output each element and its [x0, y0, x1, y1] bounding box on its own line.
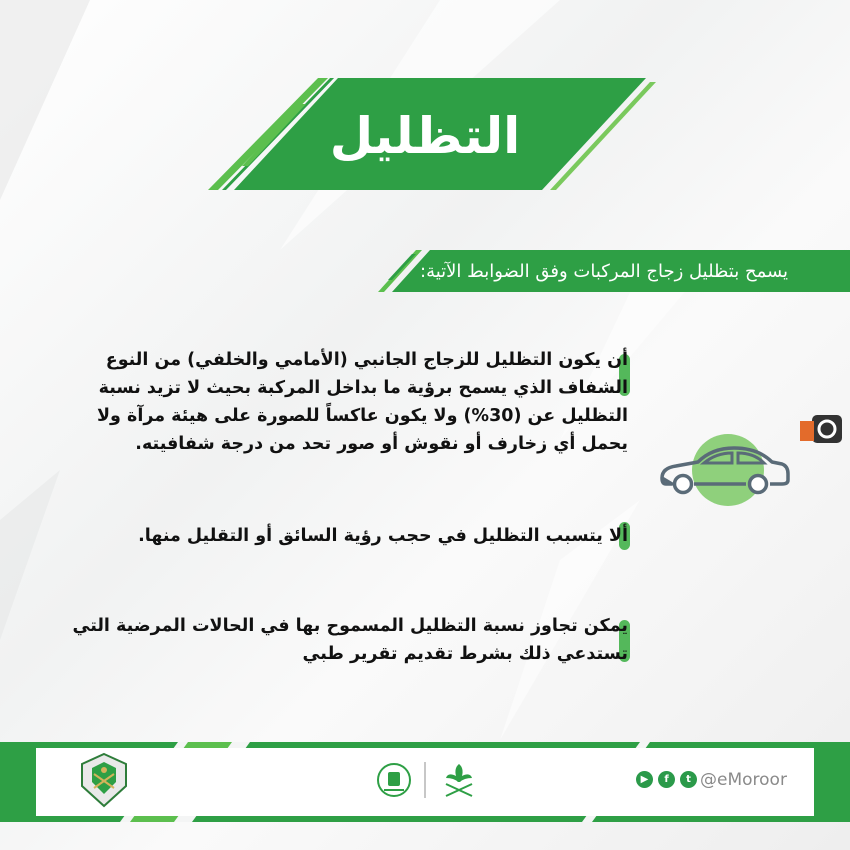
youtube-icon[interactable]: ▶	[636, 771, 653, 788]
item-line: تستدعي ذلك بشرط تقديم تقرير طبي	[302, 644, 628, 664]
list-item	[138, 522, 628, 550]
subtitle: يسمح بتظليل زجاج المركبات وفق الضوابط الآتية:	[420, 260, 789, 282]
item-line: يحمل أي زخارف أو نقوش أو صور تحد من درجة شفافيته.	[135, 434, 628, 454]
item-line: ألا يتسبب التظليل في حجب رؤية السائق أو التقليل منها.	[138, 526, 628, 546]
list-item	[73, 612, 629, 668]
twitter-icon[interactable]: t	[680, 771, 697, 788]
divider	[424, 762, 426, 798]
facebook-icon[interactable]: f	[658, 771, 675, 788]
item-line: التظليل عن (30%) ولا يكون عاكساً للصورة على هيئة مرآة ولا	[97, 406, 628, 426]
item-line: يمكن تجاوز نسبة التظليل المسموح بها في الحالات المرضية التي	[72, 616, 628, 636]
directorate-emblem-icon	[374, 760, 414, 800]
car-icon	[654, 432, 794, 512]
traffic-police-emblem-icon	[76, 752, 132, 808]
item-line: الشفاف الذي يسمح برؤية ما بداخل المركبة بحيث لا تزيد نسبة	[98, 378, 628, 398]
watermark-logo-icon	[790, 413, 844, 445]
list-item	[97, 346, 628, 458]
item-line: أن يكون التظليل للزجاج الجانبي (الأمامي والخلفي) من النوع	[105, 350, 628, 370]
page-title: التظليل	[329, 107, 521, 165]
saudi-emblem-icon	[438, 760, 480, 800]
social-handle[interactable]: @eMoroor	[700, 770, 787, 790]
